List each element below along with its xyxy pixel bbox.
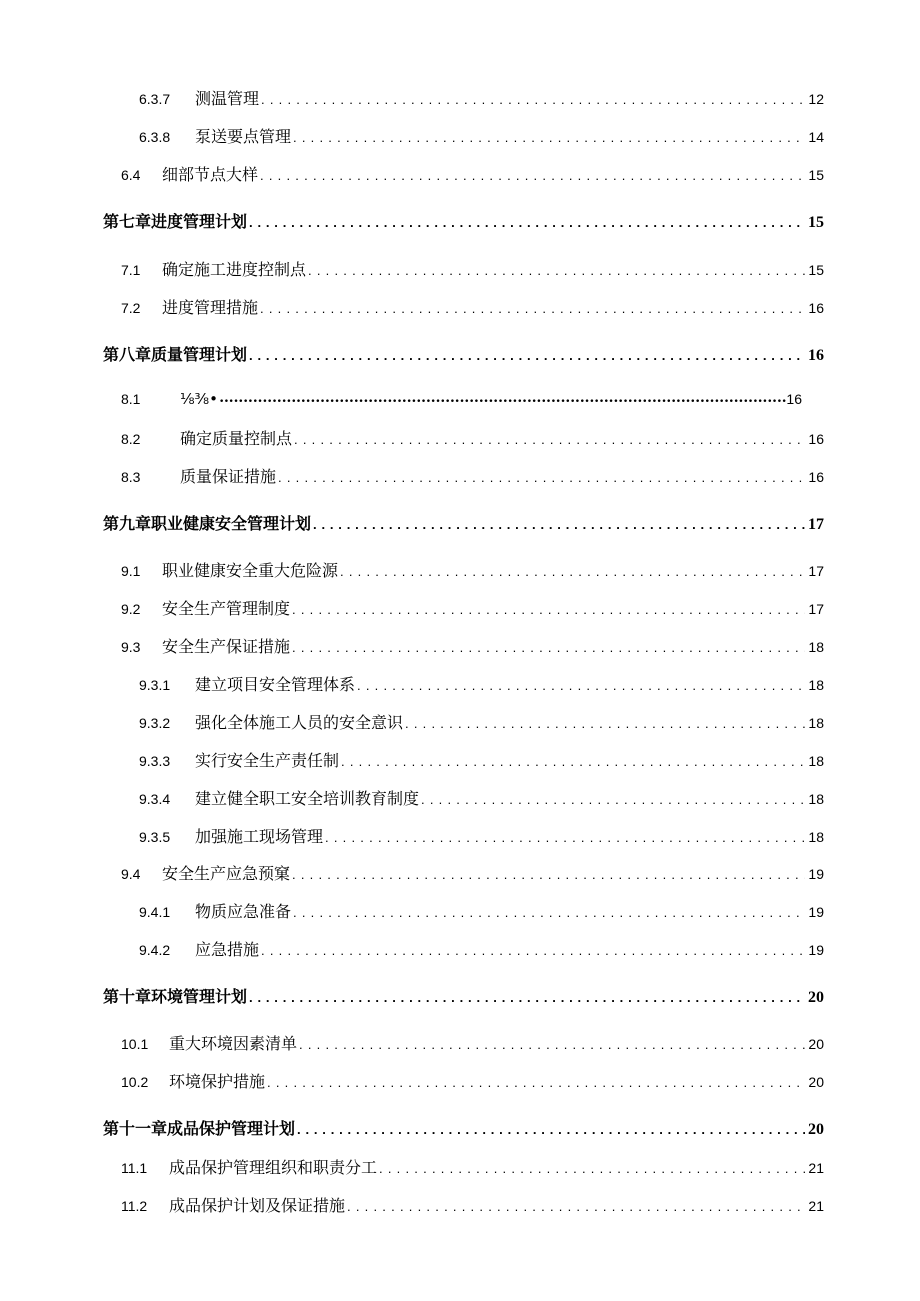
toc-entry[interactable] [121, 426, 824, 449]
dot-leader [249, 348, 805, 363]
toc-entry[interactable] [121, 1069, 824, 1092]
dot-leader [405, 716, 805, 731]
toc-entry-number: 9.3.5 [139, 829, 171, 845]
toc-entry[interactable] [121, 257, 824, 280]
dot-leader [261, 943, 805, 958]
dot-leader [293, 905, 805, 920]
toc-entry[interactable] [121, 1193, 824, 1216]
dot-leader [292, 602, 805, 617]
toc-chapter-title: 第九章职业健康安全管理计划 [103, 514, 312, 533]
toc-entry[interactable] [139, 937, 824, 960]
toc-entry-title: 测温管理 [195, 89, 260, 108]
dot-leader [325, 830, 805, 845]
toc-entry-page: 15 [808, 167, 824, 183]
toc-chapter-page: 20 [808, 989, 824, 1006]
toc-entry-number: 6.3.8 [139, 129, 171, 145]
dot-leader [292, 640, 805, 655]
toc-entry[interactable] [139, 86, 824, 109]
toc-chapter-entry[interactable] [103, 209, 824, 232]
toc-entry-title: 确定施工进度控制点 [162, 260, 307, 279]
toc-chapter-entry[interactable] [103, 342, 824, 365]
toc-entry-page: 12 [808, 91, 824, 107]
dense-dot-leader [219, 397, 786, 407]
toc-entry-title: 应急措施 [195, 940, 260, 959]
toc-entry-number: 9.1 [121, 563, 141, 579]
dot-leader [294, 432, 805, 447]
toc-entry-number: 8.2 [121, 431, 141, 447]
toc-entry-page: 16 [808, 300, 824, 316]
toc-entry-number: 9.3.3 [139, 753, 171, 769]
toc-entry-page: 18 [808, 715, 824, 731]
dot-leader [278, 470, 805, 485]
toc-chapter-title: 第七章进度管理计划 [103, 212, 248, 231]
toc-entry-title: 进度管理措施 [162, 298, 259, 317]
dot-leader [292, 867, 805, 882]
toc-entry-number: 11.2 [121, 1198, 148, 1214]
toc-chapter-entry[interactable] [103, 1116, 824, 1139]
toc-entry-page: 16 [808, 469, 824, 485]
toc-entry-page: 14 [808, 129, 824, 145]
dot-leader [347, 1199, 805, 1214]
dot-leader [297, 1122, 805, 1137]
toc-entry-number: 9.4.1 [139, 904, 171, 920]
toc-entry-title: ⅛⅜• [180, 390, 218, 408]
dot-leader [313, 517, 805, 532]
toc-entry-title: 建立健全职工安全培训教育制度 [195, 789, 420, 808]
toc-entry-title: 物质应急准备 [195, 902, 292, 921]
toc-entry-title: 实行安全生产责任制 [195, 751, 340, 770]
toc-entry-title: 成品保护管理组织和职责分工 [169, 1158, 378, 1177]
toc-entry-title: 安全生产应急预窠 [162, 864, 291, 883]
toc-entry-number: 9.3 [121, 639, 141, 655]
toc-entry-number: 11.1 [121, 1160, 148, 1176]
toc-entry-title: 重大环境因素清单 [169, 1034, 298, 1053]
toc-entry-number: 9.3.2 [139, 715, 171, 731]
toc-entry[interactable] [121, 558, 824, 581]
toc-entry[interactable] [121, 1031, 824, 1054]
dot-leader [261, 92, 805, 107]
dot-leader [421, 792, 805, 807]
toc-entry[interactable] [121, 162, 824, 185]
toc-entry-page: 18 [808, 791, 824, 807]
toc-chapter-entry[interactable] [103, 511, 824, 534]
toc-entry-page: 17 [808, 601, 824, 617]
toc-entry-number: 8.3 [121, 469, 141, 485]
dot-leader [340, 564, 805, 579]
dot-leader [260, 301, 805, 316]
toc-entry-page: 19 [808, 866, 824, 882]
toc-entry-number: 9.3.4 [139, 791, 171, 807]
toc-entry-number: 9.4.2 [139, 942, 171, 958]
toc-entry-number: 9.3.1 [139, 677, 171, 693]
toc-entry-number: 6.3.7 [139, 91, 171, 107]
toc-entry-page: 19 [808, 904, 824, 920]
toc-entry-number: 10.2 [121, 1074, 149, 1090]
dot-leader [249, 990, 805, 1005]
toc-entry-title: 加强施工现场管理 [195, 827, 324, 846]
dot-leader [293, 130, 805, 145]
toc-entry[interactable] [139, 899, 824, 922]
toc-entry-number: 6.4 [121, 167, 141, 183]
toc-entry-title: 质量保证措施 [180, 467, 277, 486]
toc-entry-page: 21 [808, 1198, 824, 1214]
toc-entry-page: 19 [808, 942, 824, 958]
toc-entry-title: 确定质量控制点 [180, 429, 293, 448]
toc-entry-title: 职业健康安全重大危险源 [162, 561, 339, 580]
toc-entry-page: 20 [808, 1036, 824, 1052]
toc-entry-title: 强化全体施工人员的安全意识 [195, 713, 404, 732]
toc-chapter-title: 第八章质量管理计划 [103, 345, 248, 364]
toc-entry-page: 16 [786, 391, 802, 407]
toc-entry-number: 8.1 [121, 391, 141, 407]
toc-entry[interactable] [139, 786, 824, 809]
dot-leader [357, 678, 805, 693]
toc-entry-title: 成品保护计划及保证措施 [169, 1196, 346, 1215]
dot-leader [308, 263, 805, 278]
toc-entry-page: 18 [808, 639, 824, 655]
toc-entry-page: 17 [808, 563, 824, 579]
toc-chapter-page: 17 [808, 516, 824, 533]
toc-entry[interactable] [139, 748, 824, 771]
toc-entry-garbled[interactable] [121, 390, 802, 408]
dot-leader [260, 168, 805, 183]
dot-leader [249, 215, 805, 230]
toc-chapter-title: 第十一章成品保护管理计划 [103, 1119, 296, 1138]
toc-entry[interactable] [139, 710, 824, 733]
toc-entry[interactable] [121, 861, 824, 884]
toc-entry-page: 20 [808, 1074, 824, 1090]
toc-entry[interactable] [121, 1155, 824, 1178]
toc-entry-page: 15 [808, 262, 824, 278]
toc-entry[interactable] [139, 824, 824, 847]
toc-entry-title: 细部节点大样 [162, 165, 259, 184]
toc-entry-number: 7.2 [121, 300, 141, 316]
toc-entry-title: 环境保护措施 [169, 1072, 266, 1091]
toc-chapter-page: 16 [808, 347, 824, 364]
toc-entry-title: 建立项目安全管理体系 [195, 675, 356, 694]
dot-leader [341, 754, 805, 769]
toc-entry-title: 安全生产保证措施 [162, 637, 291, 656]
toc-entry-number: 9.2 [121, 601, 141, 617]
toc-chapter-page: 15 [808, 214, 824, 231]
toc-entry-title: 泵送要点管理 [195, 127, 292, 146]
dot-leader [299, 1037, 805, 1052]
toc-entry[interactable] [121, 464, 824, 487]
toc-entry-number: 10.1 [121, 1036, 149, 1052]
toc-entry-title: 安全生产管理制度 [162, 599, 291, 618]
toc-entry[interactable] [121, 596, 824, 619]
toc-entry-page: 18 [808, 677, 824, 693]
toc-entry-number: 7.1 [121, 262, 141, 278]
toc-chapter-title: 第十章环境管理计划 [103, 987, 248, 1006]
toc-chapter-page: 20 [808, 1121, 824, 1138]
toc-entry[interactable] [139, 672, 824, 695]
dot-leader [379, 1161, 805, 1176]
toc-entry-page: 18 [808, 829, 824, 845]
toc-entry-page: 21 [808, 1160, 824, 1176]
toc-entry[interactable] [139, 124, 824, 147]
toc-entry-number: 9.4 [121, 866, 141, 882]
toc-entry[interactable] [121, 295, 824, 318]
toc-entry-page: 18 [808, 753, 824, 769]
toc-entry-page: 16 [808, 431, 824, 447]
dot-leader [267, 1075, 805, 1090]
toc-entry[interactable] [121, 634, 824, 657]
toc-chapter-entry[interactable] [103, 984, 824, 1007]
